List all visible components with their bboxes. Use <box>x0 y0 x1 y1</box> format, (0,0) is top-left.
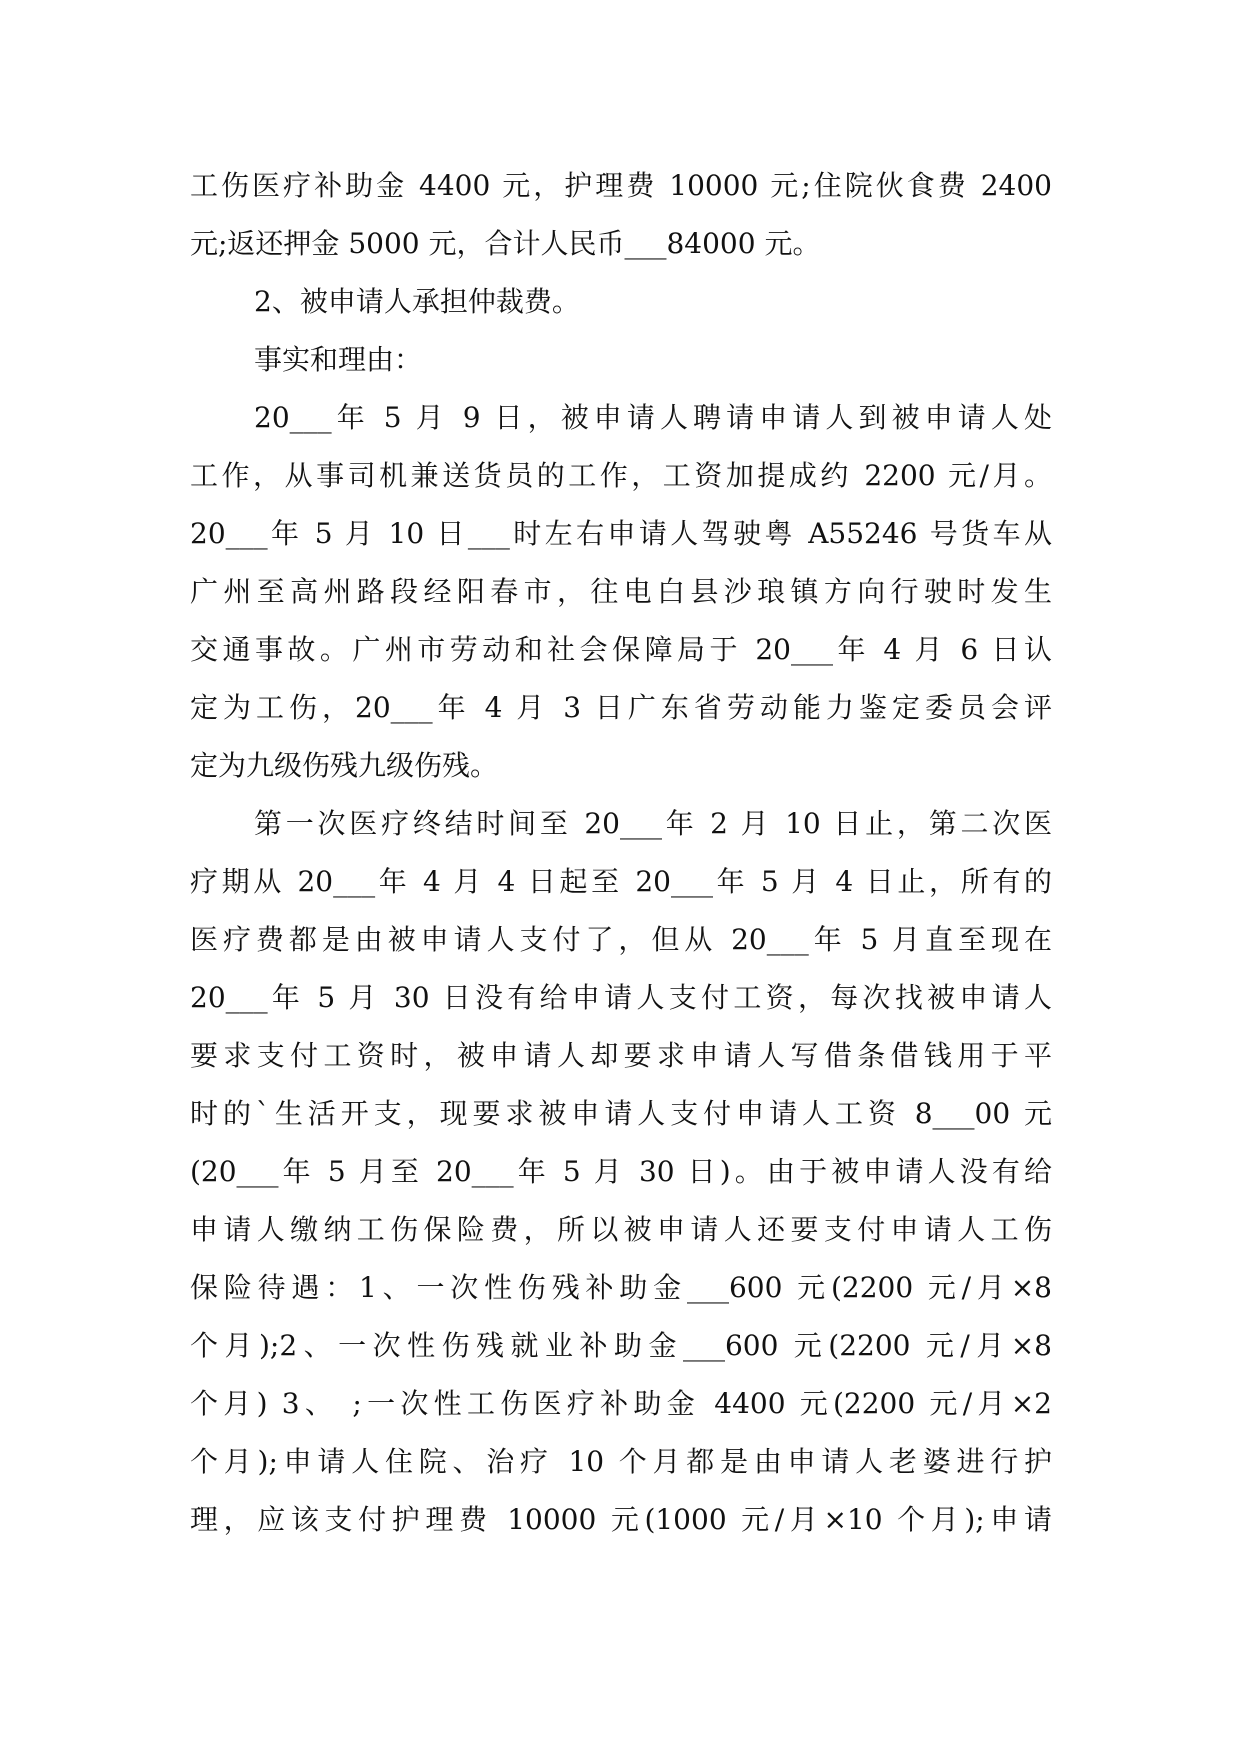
text-line: 20___年 5 月 9 日，被申请人聘请申请人到被申请人处 <box>254 401 1052 434</box>
text-line: 工作，从事司机兼送货员的工作，工资加提成约 2200 元/月。 <box>190 459 1052 492</box>
text-line: 广州至高州路段经阳春市，往电白县沙琅镇方向行驶时发生 <box>190 575 1052 608</box>
text-line: 时的`生活开支，现要求被申请人支付申请人工资 8___00 元 <box>190 1097 1052 1130</box>
text-line: 定为工伤，20___年 4 月 3 日广东省劳动能力鉴定委员会评 <box>190 691 1052 724</box>
text-line: 理，应该支付护理费 10000 元(1000 元/月×10 个月);申请 <box>190 1503 1052 1536</box>
text-line: 2、被申请人承担仲裁费。 <box>254 285 580 318</box>
text-line: 20___年 5 月 30 日没有给申请人支付工资，每次找被申请人 <box>190 981 1052 1014</box>
section-heading: 事实和理由： <box>254 343 423 376</box>
text-line: 个月) 3、 ;一次性工伤医疗补助金 4400 元(2200 元/月×2 <box>190 1387 1052 1420</box>
text-line: 交通事故。广州市劳动和社会保障局于 20___年 4 月 6 日认 <box>190 633 1052 666</box>
text-line: 定为九级伤残九级伤残。 <box>190 749 499 782</box>
text-line: 保险待遇：1、一次性伤残补助金___600 元(2200 元/月×8 <box>190 1271 1052 1304</box>
text-line: 元;返还押金 5000 元，合计人民币___84000 元。 <box>190 227 821 260</box>
text-line: 申请人缴纳工伤保险费，所以被申请人还要支付申请人工伤 <box>190 1213 1052 1246</box>
text-line: 医疗费都是由被申请人支付了，但从 20___年 5 月直至现在 <box>190 923 1052 956</box>
text-line: 个月);申请人住院、治疗 10 个月都是由申请人老婆进行护 <box>190 1445 1052 1478</box>
text-line: 个月);2、一次性伤残就业补助金___600 元(2200 元/月×8 <box>190 1329 1052 1362</box>
text-line: (20___年 5 月至 20___年 5 月 30 日)。由于被申请人没有给 <box>190 1155 1052 1188</box>
text-line: 第一次医疗终结时间至 20___年 2 月 10 日止，第二次医 <box>254 807 1052 840</box>
text-line: 疗期从 20___年 4 月 4 日起至 20___年 5 月 4 日止，所有的 <box>190 865 1052 898</box>
text-line: 20___年 5 月 10 日___时左右申请人驾驶粤 A55246 号货车从 <box>190 517 1052 550</box>
text-line: 工伤医疗补助金 4400 元，护理费 10000 元;住院伙食费 2400 <box>190 169 1052 202</box>
text-line: 要求支付工资时，被申请人却要求申请人写借条借钱用于平 <box>190 1039 1052 1072</box>
